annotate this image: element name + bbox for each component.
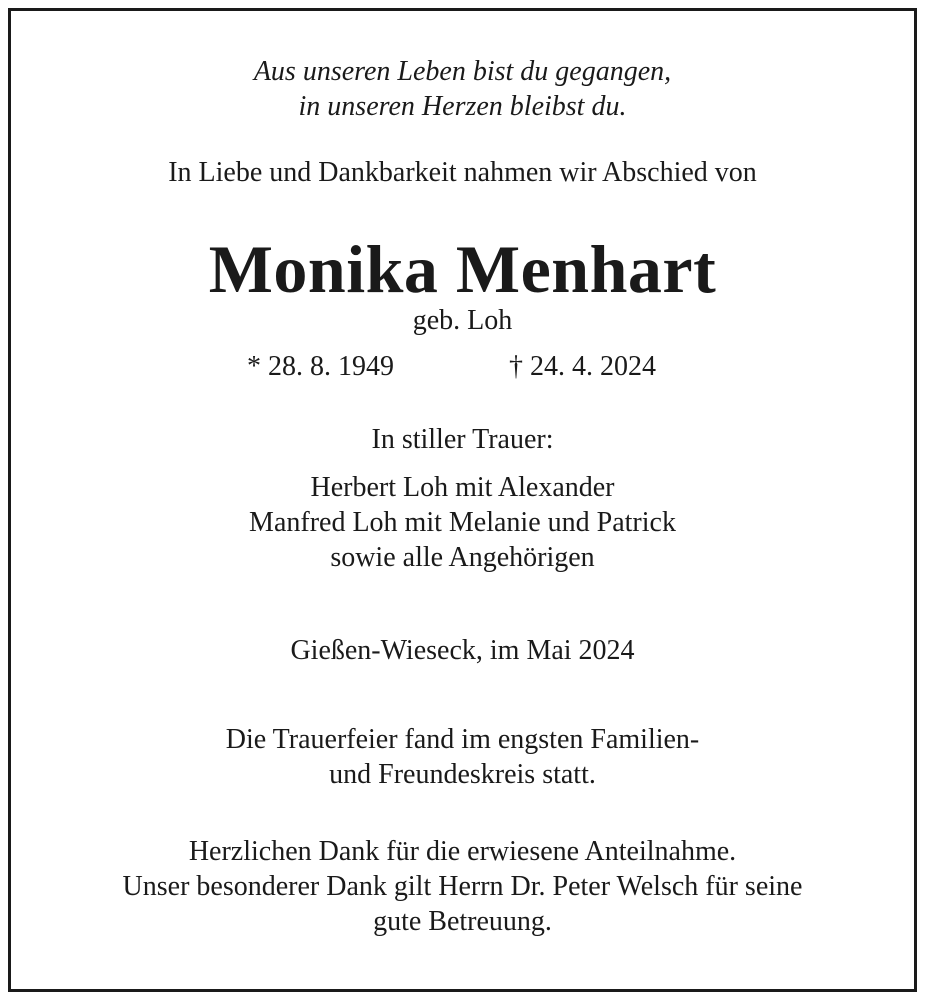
deceased-name: Monika Menhart [208,231,717,307]
mourner-line: Herbert Loh mit Alexander [310,472,615,503]
thanks-line-1: Herzlichen Dank für die erwiesene Anteilnahme. [188,836,737,867]
verse-line-2: in unseren Herzen bleibst du. [298,91,627,122]
intro-text: In Liebe und Dankbarkeit nahmen wir Abschied von [168,157,757,188]
ceremony-line-2: und Freundeskreis statt. [329,759,596,790]
verse-line-1: Aus unseren Leben bist du gegangen, [253,56,672,87]
thanks-line-2: Unser besonderer Dank gilt Herrn Dr. Peter Welsch für seine [122,871,803,902]
birth-date: * 28. 8. 1949 [247,351,394,382]
mourner-line: Manfred Loh mit Melanie und Patrick [249,507,676,538]
thanks-line-3: gute Betreuung. [373,906,552,937]
mourner-line: sowie alle Angehörigen [330,542,595,573]
place-date: Gießen-Wieseck, im Mai 2024 [290,635,635,666]
death-date: † 24. 4. 2024 [509,351,656,382]
maiden-name: geb. Loh [412,305,513,336]
mourners-heading: In stiller Trauer: [371,424,554,455]
ceremony-line-1: Die Trauerfeier fand im engsten Familien- [225,724,700,755]
